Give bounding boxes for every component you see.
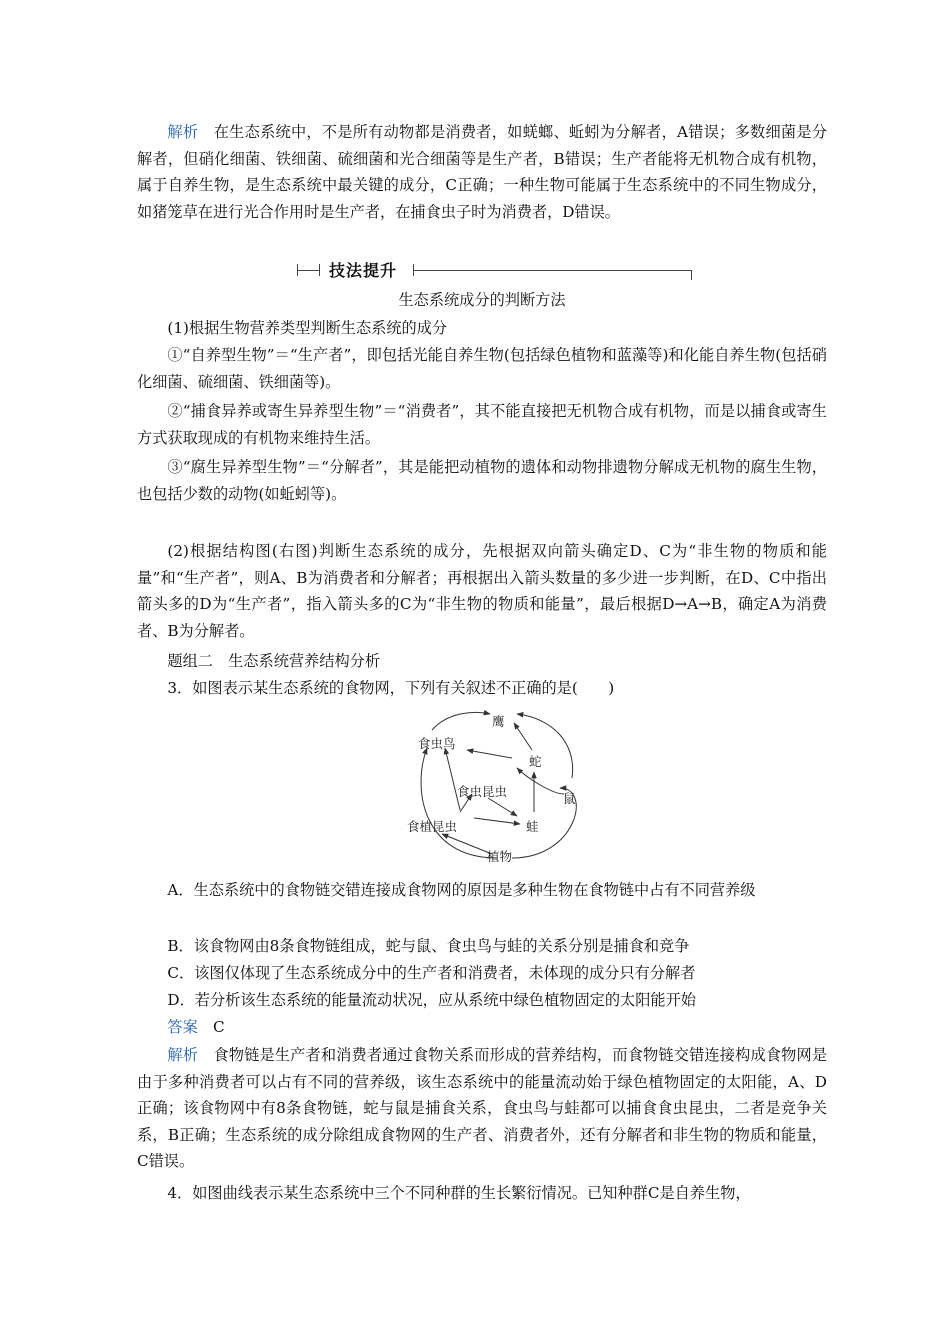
arrow-plant-bird <box>421 748 497 858</box>
analysis-paragraph-2 <box>137 1042 827 1175</box>
arrow-insect-bird <box>445 748 460 810</box>
option-b: B．该食物网由8条食物链组成，蛇与鼠、食虫鸟与蛙的关系分别是捕食和竞争 <box>167 937 690 955</box>
answer-line <box>137 1014 827 1041</box>
arrow-snake-bird <box>467 750 512 758</box>
node-bird: 食虫鸟 <box>418 736 456 751</box>
skill-paragraph: (1)根据生物营养类型判断生态系统的成分 <box>167 319 448 337</box>
skill-heading: 生态系统成分的判断方法 <box>398 291 566 309</box>
option-a: A．生态系统中的食物链交错连接成食物网的原因是多种生物在食物链中占有不同营养级 <box>167 881 756 899</box>
skill-paragraph: (2)根据结构图(右图)判断生态系统的成分，先根据双向箭头确定D、C为“非生物的物质和能量”和“生产者”，则A、B为消费者和分解者；再根据出入箭头数量的多少进一步判断，在D、C中指出箭头多的D为“生产者”，指入箭头多的C为“非生物的物质和能量”，最后根据D→A→B，确定A为消费者、B为分解者。 <box>137 542 827 640</box>
title-rule-right <box>413 270 691 271</box>
title-rule-tick <box>297 264 298 276</box>
title-rule-tick <box>319 264 320 276</box>
option-c: C．该图仅体现了生态系统成分中的生产者和消费者，未体现的成分只有分解者 <box>167 964 696 982</box>
question-4-stem: 4．如图曲线表示某生态系统中三个不同种群的生长繁衍情况。已知种群C是自养生物， <box>167 1184 751 1202</box>
skill-title: 技法提升 <box>329 261 398 280</box>
arrow-mouse-eagle <box>517 714 573 778</box>
analysis-label: 解析 <box>167 1046 199 1064</box>
answer-label: 答案 <box>167 1018 198 1036</box>
title-rule-end <box>691 270 692 280</box>
group-heading: 题组二 生态系统营养结构分析 <box>167 652 381 670</box>
skill-box-title <box>297 258 692 284</box>
skill-paragraph: ①“自养型生物”＝“生产者”，即包括光能自养生物(包括绿色植物和蓝藻等)和化能自养生物(包括硝化细菌、硫细菌、铁细菌等)。 <box>137 346 827 391</box>
node-insect: 食虫昆虫 <box>457 784 508 799</box>
node-frog: 蛙 <box>526 819 539 834</box>
skill-paragraph: ②“捕食异养或寄生异养型生物”＝“消费者”，其不能直接把无机物合成有机物，而是以捕食或寄生方式获取现成的有机物来维持生活。 <box>137 402 827 447</box>
node-plant: 植物 <box>487 849 513 864</box>
title-rule-left <box>297 270 319 271</box>
arrow-bird-eagle <box>432 712 490 730</box>
arrow-herb-frog <box>474 818 520 824</box>
analysis-paragraph-1 <box>137 119 827 225</box>
question-3-stem: 3．如图表示某生态系统的食物网，下列有关叙述不正确的是( ) <box>167 679 615 697</box>
arrow-insect-frog <box>488 798 517 816</box>
option-d: D．若分析该生态系统的能量流动状况，应从系统中绿色植物固定的太阳能开始 <box>167 991 696 1009</box>
node-herb: 食植昆虫 <box>407 819 458 834</box>
arrow-mouse-snake <box>517 768 564 794</box>
node-snake: 蛇 <box>529 754 542 769</box>
answer-value: C <box>212 1018 225 1036</box>
analysis-label: 解析 <box>167 123 199 141</box>
food-web-diagram <box>402 708 592 866</box>
skill-paragraph: ③“腐生异养型生物”＝“分解者”，其是能把动植物的遗体和动物排遗物分解成无机物的腐生生物，也包括少数的动物(如蚯蚓等)。 <box>137 458 827 503</box>
analysis-text: 在生态系统中，不是所有动物都是消费者，如蜣螂、蚯蚓为分解者，A错误；多数细菌是分解者，但硝化细菌、铁细菌、硫细菌和光合细菌等是生产者，B错误；生产者能将无机物合成有机物，属于自养生物，是生态系统中最关键的成分，C正确；一种生物可能属于生态系统中的不同生物成分，如猪笼草在进行光合作用时是生产者，在捕食虫子时为消费者，D错误。 <box>137 123 828 221</box>
arrow-snake-eagle <box>514 723 532 750</box>
node-mouse: 鼠 <box>563 791 576 806</box>
node-eagle: 鹰 <box>492 714 505 729</box>
analysis-text: 食物链是生产者和消费者通过食物关系而形成的营养结构，而食物链交错连接构成食物网是由于多种消费者可以占有不同的营养级，该生态系统中的能量流动始于绿色植物固定的太阳能，A、D正确；该食物网中有8条食物链，蛇与鼠是捕食关系，食虫鸟与蛙都可以捕食食虫昆虫，二者是竞争关系，B正确；生态系统的成分除组成食物网的生产者、消费者外，还有分解者和非生物的物质和能量，C错误。 <box>137 1046 828 1170</box>
